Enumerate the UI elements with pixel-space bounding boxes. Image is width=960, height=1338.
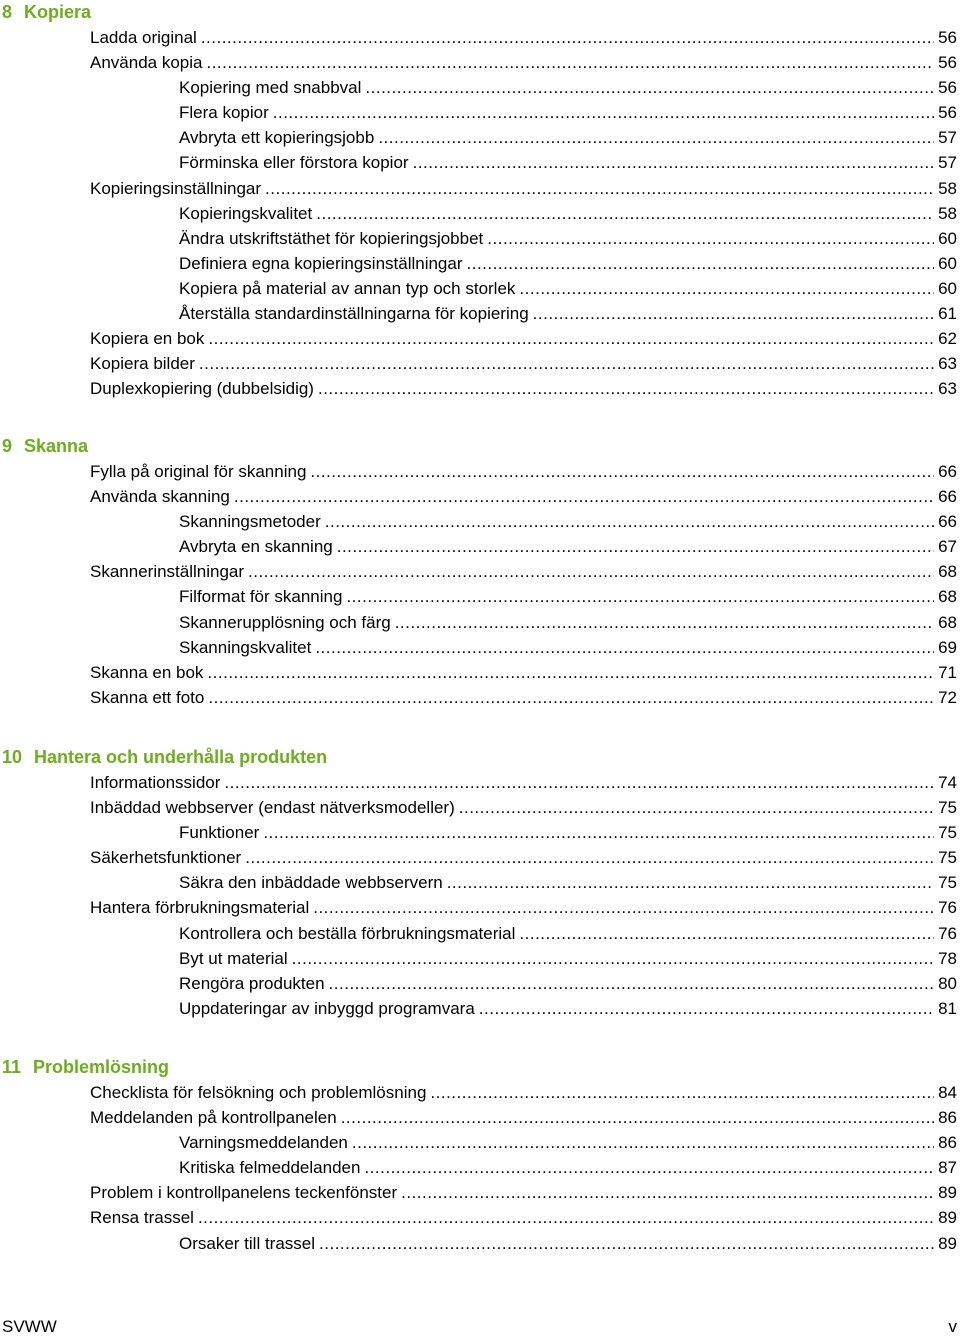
dot-leader (413, 150, 934, 175)
chapter-title: Kopiera (24, 2, 92, 22)
toc-entry-title: Avbryta en skanning (179, 537, 333, 557)
toc-entry-title: Funktioner (179, 823, 260, 843)
dot-leader (265, 176, 934, 201)
toc-entry[interactable] (0, 534, 960, 559)
toc-entry[interactable] (0, 584, 960, 609)
toc-entry-page-number: 56 (938, 78, 957, 98)
toc-entry[interactable] (0, 610, 960, 635)
dot-leader (319, 1231, 934, 1256)
toc-entry-page-number: 89 (938, 1183, 957, 1203)
toc-entry-title: Skanna ett foto (90, 687, 205, 707)
chapter-section (0, 745, 960, 1021)
toc-entry[interactable] (0, 845, 960, 870)
dot-leader (199, 351, 934, 376)
toc-entry[interactable] (0, 795, 960, 820)
chapter-number: 11 (2, 1057, 22, 1077)
dot-leader (234, 484, 934, 509)
toc-entry-page-number: 89 (938, 1233, 957, 1253)
toc-entry-title: Rensa trassel (90, 1208, 194, 1228)
toc-entry-title: Byt ut material (179, 948, 288, 968)
toc-entry-page-number: 75 (938, 823, 957, 843)
toc-entry-page-number: 76 (938, 923, 957, 943)
dot-leader (341, 1105, 934, 1130)
toc-entry[interactable] (0, 226, 960, 251)
toc-entry-page-number: 66 (938, 487, 957, 507)
toc-entry[interactable] (0, 376, 960, 401)
footer-left-label: SVWW (2, 1317, 57, 1336)
toc-entry-title: Hantera förbrukningsmaterial (90, 898, 310, 918)
toc-entry-page-number: 75 (938, 848, 957, 868)
toc-entry[interactable] (0, 971, 960, 996)
toc-entry-title: Skannerupplösning och färg (179, 612, 391, 632)
dot-leader (467, 251, 934, 276)
toc-entry-page-number: 78 (938, 948, 957, 968)
toc-entry-title: Varningsmeddelanden (179, 1133, 348, 1153)
toc-entry[interactable] (0, 201, 960, 226)
dot-leader (206, 50, 934, 75)
dot-leader (273, 100, 934, 125)
toc-entry[interactable] (0, 1130, 960, 1155)
toc-entry-title: Orsaker till trassel (179, 1233, 316, 1253)
toc-entry-page-number: 56 (938, 53, 957, 73)
chapter-title: Problemlösning (33, 1057, 170, 1077)
dot-leader (378, 125, 934, 150)
toc-entry-title: Rengöra produkten (179, 973, 325, 993)
dot-leader (479, 996, 934, 1021)
dot-leader (519, 921, 934, 946)
toc-entry-page-number: 63 (938, 379, 957, 399)
toc-entry[interactable] (0, 996, 960, 1021)
dot-leader (346, 584, 934, 609)
toc-entry-page-number: 56 (938, 103, 957, 123)
toc-entry[interactable] (0, 921, 960, 946)
toc-entry-page-number: 58 (938, 203, 957, 223)
dot-leader (447, 870, 934, 895)
toc-entry-page-number: 62 (938, 329, 957, 349)
dot-leader (224, 770, 934, 795)
toc-entry-page-number: 60 (938, 253, 957, 273)
dot-leader (325, 509, 934, 534)
toc-entry[interactable] (0, 1080, 960, 1105)
toc-entry-page-number: 67 (938, 537, 957, 557)
toc-entry[interactable] (0, 25, 960, 50)
toc-entry-title: Skanna en bok (90, 662, 204, 682)
toc-entry-title: Kopiera bilder (90, 354, 195, 374)
toc-entry-page-number: 89 (938, 1208, 957, 1228)
dot-leader (201, 25, 934, 50)
toc-entry-page-number: 60 (938, 228, 957, 248)
dot-leader (208, 326, 934, 351)
toc-entry[interactable] (0, 125, 960, 150)
toc-entry[interactable] (0, 50, 960, 75)
toc-entry-title: Återställa standardinställningarna för kopiering (179, 304, 529, 324)
dot-leader (487, 226, 934, 251)
toc-entry-page-number: 72 (938, 687, 957, 707)
dot-leader (337, 534, 934, 559)
toc-entry-title: Flera kopior (179, 103, 269, 123)
toc-entry[interactable] (0, 251, 960, 276)
toc-entry-title: Ändra utskriftstäthet för kopieringsjobbet (179, 228, 484, 248)
dot-leader (365, 75, 934, 100)
toc-entry-page-number: 68 (938, 587, 957, 607)
toc-entry[interactable] (0, 176, 960, 201)
chapter-heading[interactable] (0, 0, 960, 25)
toc-entry[interactable] (0, 276, 960, 301)
toc-entry-title: Ladda original (90, 28, 197, 47)
toc-entry[interactable] (0, 820, 960, 845)
toc-entry-page-number: 86 (938, 1108, 957, 1128)
toc-entry-title: Meddelanden på kontrollpanelen (90, 1108, 337, 1128)
dot-leader (401, 1180, 934, 1205)
chapter-number: 10 (2, 747, 23, 767)
toc-entry-title: Fylla på original för skanning (90, 462, 307, 481)
dot-leader (208, 685, 934, 710)
toc-entry-page-number: 58 (938, 178, 957, 198)
chapter-section (0, 434, 960, 710)
dot-leader (198, 1205, 934, 1230)
toc-entry[interactable] (0, 895, 960, 920)
toc-entry[interactable] (0, 326, 960, 351)
page-footer (0, 1316, 960, 1338)
dot-leader (533, 301, 934, 326)
toc-entry-page-number: 87 (938, 1158, 957, 1178)
toc-entry-title: Skannerinställningar (90, 562, 245, 582)
toc-entry[interactable] (0, 1105, 960, 1130)
toc-entry[interactable] (0, 1205, 960, 1230)
toc-entry-page-number: 80 (938, 973, 957, 993)
toc-entry-title: Kopiering med snabbval (179, 78, 362, 98)
chapter-heading[interactable] (0, 1055, 960, 1080)
toc-entry-title: Duplexkopiering (dubbelsidig) (90, 379, 314, 399)
toc-entry-title: Skanningskvalitet (179, 637, 312, 657)
chapter-title: Skanna (24, 436, 89, 456)
dot-leader (430, 1080, 934, 1105)
toc-entry-title: Kopieringsinställningar (90, 178, 262, 198)
toc-entry[interactable] (0, 685, 960, 710)
toc-entry[interactable] (0, 559, 960, 584)
dot-leader (207, 660, 934, 685)
toc-entry-title: Använda kopia (90, 53, 203, 73)
toc-entry-title: Problem i kontrollpanelens teckenfönster (90, 1183, 398, 1203)
toc-entry[interactable] (0, 459, 960, 484)
chapter-number: 9 (2, 436, 13, 456)
toc-entry-title: Kopiera på material av annan typ och storlek (179, 278, 516, 298)
toc-entry[interactable] (0, 660, 960, 685)
toc-entry-title: Förminska eller förstora kopior (179, 153, 409, 173)
toc-entry-title: Använda skanning (90, 487, 230, 507)
toc-entry-title: Skanningsmetoder (179, 512, 321, 532)
toc-entry[interactable] (0, 509, 960, 534)
dot-leader (263, 820, 934, 845)
toc-entry-page-number: 86 (938, 1133, 957, 1153)
toc-entry-page-number: 75 (938, 873, 957, 893)
dot-leader (316, 201, 934, 226)
dot-leader (310, 459, 934, 484)
chapter-section (0, 1055, 960, 1256)
chapter-heading[interactable] (0, 434, 960, 459)
toc-entry-title: Kontrollera och beställa förbrukningsmaterial (179, 923, 516, 943)
toc-entry-page-number: 68 (938, 612, 957, 632)
toc-entry-page-number: 63 (938, 354, 957, 374)
chapter-heading[interactable] (0, 745, 960, 770)
toc-entry-page-number: 81 (938, 998, 957, 1018)
toc-entry-page-number: 66 (938, 462, 957, 481)
toc-entry-page-number: 74 (938, 773, 957, 792)
toc-entry-page-number: 56 (938, 28, 957, 47)
toc-entry[interactable] (0, 870, 960, 895)
toc-entry-title: Avbryta ett kopieringsjobb (179, 128, 375, 148)
toc-entry-title: Inbäddad webbserver (endast nätverksmodeller) (90, 798, 455, 818)
toc-entry-page-number: 57 (938, 128, 957, 148)
dot-leader (519, 276, 934, 301)
chapter-section (0, 0, 960, 401)
dot-leader (292, 946, 934, 971)
toc-entry-title: Kritiska felmeddelanden (179, 1158, 361, 1178)
dot-leader (395, 610, 934, 635)
toc-entry-title: Kopieringskvalitet (179, 203, 313, 223)
dot-leader (459, 795, 934, 820)
toc-entry[interactable] (0, 301, 960, 326)
toc-entry[interactable] (0, 484, 960, 509)
toc-entry-page-number: 68 (938, 562, 957, 582)
toc-entry-title: Uppdateringar av inbyggd programvara (179, 998, 475, 1018)
dot-leader (318, 376, 934, 401)
toc-entry-title: Definiera egna kopieringsinställningar (179, 253, 463, 273)
dot-leader (352, 1130, 934, 1155)
toc-entry-title: Säkerhetsfunktioner (90, 848, 242, 868)
dot-leader (313, 895, 934, 920)
toc-entry-title: Informationssidor (90, 773, 221, 792)
toc-entry-title: Checklista för felsökning och problemlösning (90, 1083, 427, 1102)
toc-entry[interactable] (0, 351, 960, 376)
toc-entry-page-number: 66 (938, 512, 957, 532)
dot-leader (329, 971, 934, 996)
toc-entry-page-number: 57 (938, 153, 957, 173)
toc-entry-page-number: 69 (938, 637, 957, 657)
toc-entry[interactable] (0, 100, 960, 125)
dot-leader (248, 559, 934, 584)
toc-entry-page-number: 71 (938, 662, 957, 682)
toc-entry-page-number: 60 (938, 278, 957, 298)
footer-page-number: v (948, 1317, 957, 1336)
toc-entry[interactable] (0, 1231, 960, 1256)
dot-leader (364, 1155, 934, 1180)
toc-entry[interactable] (0, 150, 960, 175)
toc-entry-page-number: 76 (938, 898, 957, 918)
toc-entry[interactable] (0, 635, 960, 660)
toc-entry-page-number: 61 (938, 304, 957, 324)
dot-leader (245, 845, 934, 870)
toc-entry[interactable] (0, 75, 960, 100)
chapter-title: Hantera och underhålla produkten (34, 747, 328, 767)
toc-entry[interactable] (0, 770, 960, 795)
toc-entry[interactable] (0, 1180, 960, 1205)
toc-entry-title: Säkra den inbäddade webbservern (179, 873, 443, 893)
toc-entry-title: Kopiera en bok (90, 329, 205, 349)
toc-entry-page-number: 84 (938, 1083, 957, 1102)
toc-entry-page-number: 75 (938, 798, 957, 818)
chapter-number: 8 (2, 2, 13, 22)
toc-entry[interactable] (0, 946, 960, 971)
dot-leader (315, 635, 934, 660)
toc-entry[interactable] (0, 1155, 960, 1180)
toc-entry-title: Filformat för skanning (179, 587, 343, 607)
